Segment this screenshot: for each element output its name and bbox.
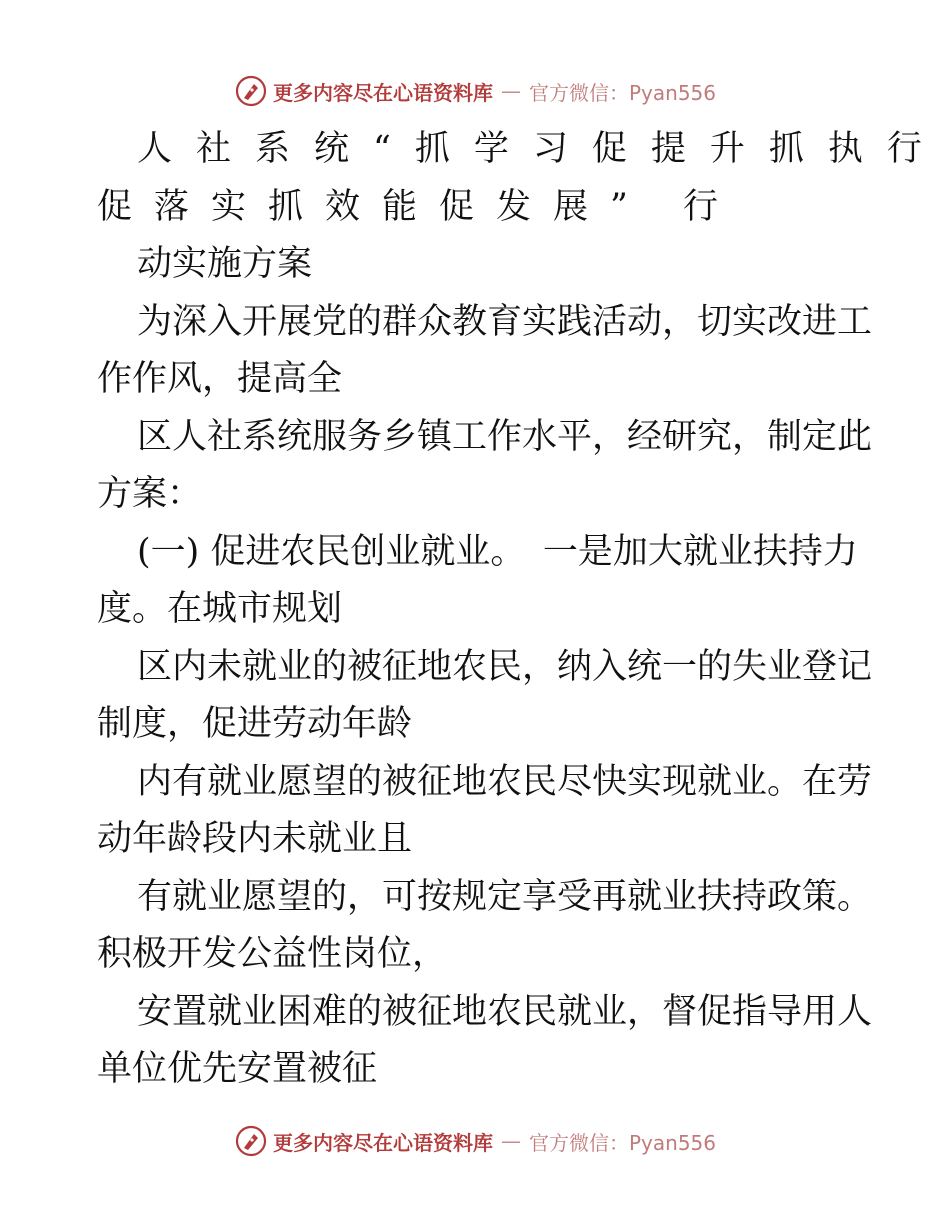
paragraph-line: 安置就业困难的被征地农民就业，督促指导用人	[137, 991, 873, 1032]
paragraph-line: 积极开发公益性岗位，	[97, 934, 448, 974]
paragraph-line: 区内未就业的被征地农民，纳入统一的失业登记	[137, 646, 873, 687]
paragraph-line: 方案：	[97, 474, 203, 514]
paragraph-line: 内有就业愿望的被征地农民尽快实现就业。在劳	[137, 761, 873, 802]
section-heading-line: (一) 促进农民创业就业。 一是加大就业扶持力	[137, 531, 858, 572]
pen-nib-icon	[235, 1125, 267, 1157]
banner-main-text: 更多内容尽在心语资料库	[273, 80, 493, 105]
banner-contact: 官方微信：Pyan556	[529, 80, 717, 105]
footer-banner	[235, 1124, 716, 1158]
banner-contact: 官方微信：Pyan556	[529, 1130, 717, 1155]
paragraph-line: 度。在城市规划	[97, 589, 343, 629]
banner-separator: —	[501, 1129, 521, 1153]
pen-nib-icon	[235, 75, 267, 107]
title-line-2: 促落实抓效能促发展” 行	[97, 186, 741, 227]
document-body	[97, 121, 946, 1099]
paragraph-line: 区人社系统服务乡镇工作水平，经研究，制定此	[137, 416, 873, 457]
paragraph-line: 单位优先安置被征	[97, 1049, 378, 1089]
paragraph-line: 有就业愿望的，可按规定享受再就业扶持政策。	[137, 876, 873, 917]
paragraph-line: 为深入开展党的群众教育实践活动，切实改进工	[137, 301, 873, 342]
title-line-3: 动实施方案	[137, 244, 313, 284]
paragraph-line: 作作风，提高全	[97, 359, 343, 399]
banner-separator: —	[501, 79, 521, 103]
title-line-1: 人社系统“抓学习促提升抓执行	[137, 129, 946, 169]
header-banner	[235, 74, 716, 108]
banner-main-text: 更多内容尽在心语资料库	[273, 1130, 493, 1155]
paragraph-line: 制度，促进劳动年龄	[97, 704, 413, 744]
paragraph-line: 动年龄段内未就业且	[97, 819, 413, 859]
